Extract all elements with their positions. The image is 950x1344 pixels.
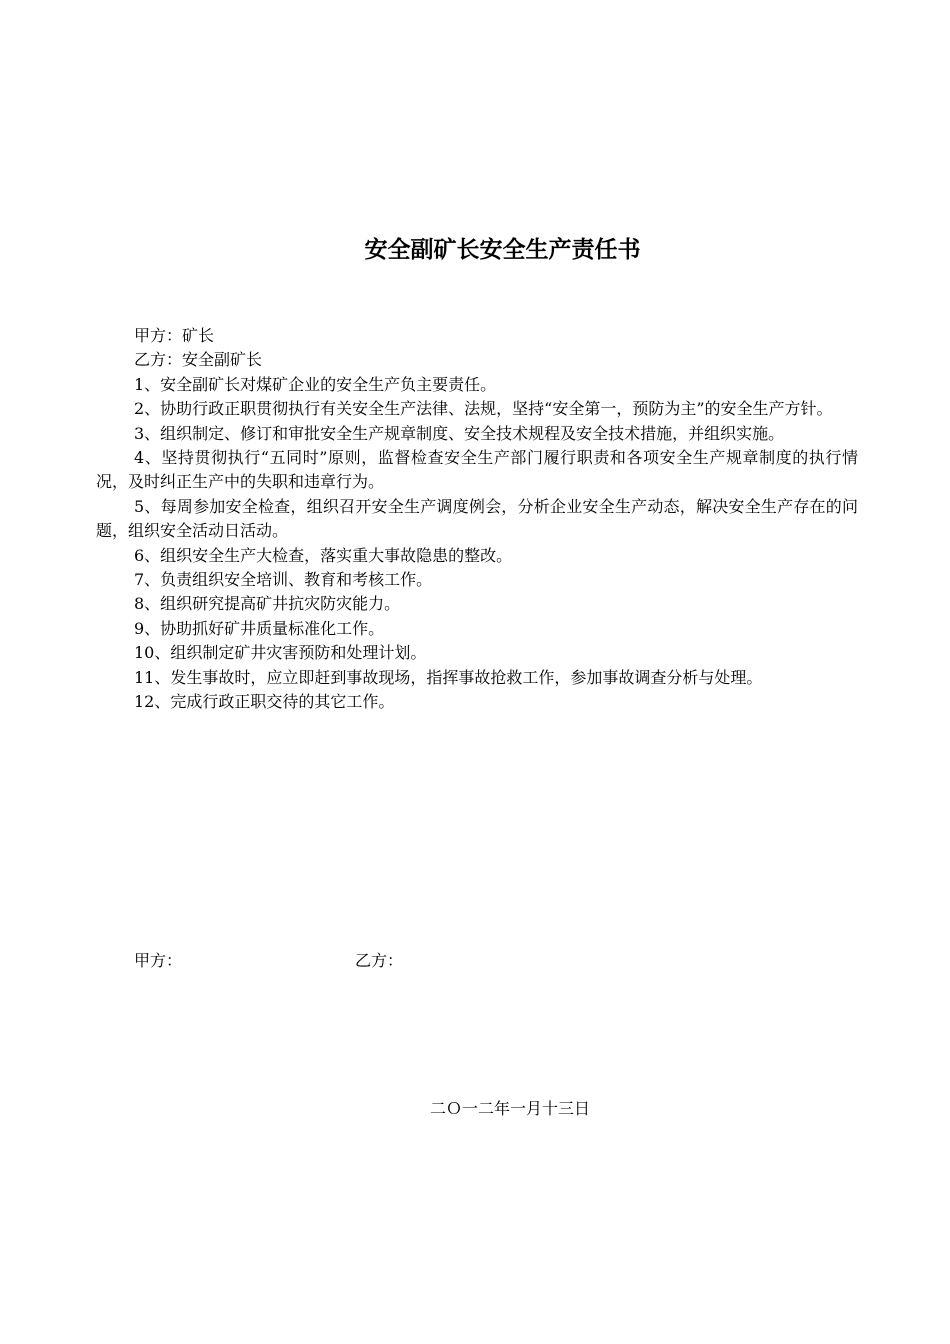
- clause-9: 9、协助抓好矿井质量标准化工作。: [134, 618, 385, 638]
- document-date: 二Ｏ一二年一月十三日: [430, 1099, 591, 1118]
- clause-1: 1、安全副矿长对煤矿企业的安全生产负主要责任。: [134, 374, 497, 394]
- clause-6: 6、组织安全生产大检查，落实重大事故隐患的整改。: [134, 545, 513, 565]
- clause-3: 3、组织制定、修订和审批安全生产规章制度、安全技术规程及安全技术措施，并组织实施。: [134, 423, 785, 443]
- clause-5: 5、每周参加安全检查，组织召开安全生产调度例会，分析企业安全生产动态，解决安全生产存在的问题，组织安全活动日活动。: [96, 496, 858, 541]
- signature-party-a: 甲方：: [134, 951, 183, 970]
- document-title: 安全副矿长安全生产责任书: [364, 236, 641, 263]
- clause-11: 11、发生事故时，应立即赶到事故现场，指挥事故抢救工作，参加事故调查分析与处理。: [134, 667, 763, 687]
- clause-10: 10、组织制定矿井灾害预防和处理计划。: [134, 643, 427, 663]
- clause-12: 12、完成行政正职交待的其它工作。: [134, 692, 395, 712]
- party-b-line: 乙方：安全副矿长: [134, 350, 263, 370]
- party-a-line: 甲方：矿长: [134, 326, 215, 345]
- clause-4: 4、坚持贯彻执行“五同时”原则，监督检查安全生产部门履行职责和各项安全生产规章制度的执行情况，及时纠正生产中的失职和违章行为。: [96, 448, 858, 492]
- clause-7: 7、负责组织安全培训、教育和考核工作。: [134, 570, 433, 590]
- signature-party-b: 乙方：: [355, 951, 404, 970]
- document-body: [96, 324, 858, 715]
- clause-8: 8、组织研究提高矿井抗灾防灾能力。: [134, 594, 401, 614]
- clause-2: 2、协助行政正职贯彻执行有关安全生产法律、法规，坚持“安全第一，预防为主”的安全生产方针。: [134, 399, 833, 419]
